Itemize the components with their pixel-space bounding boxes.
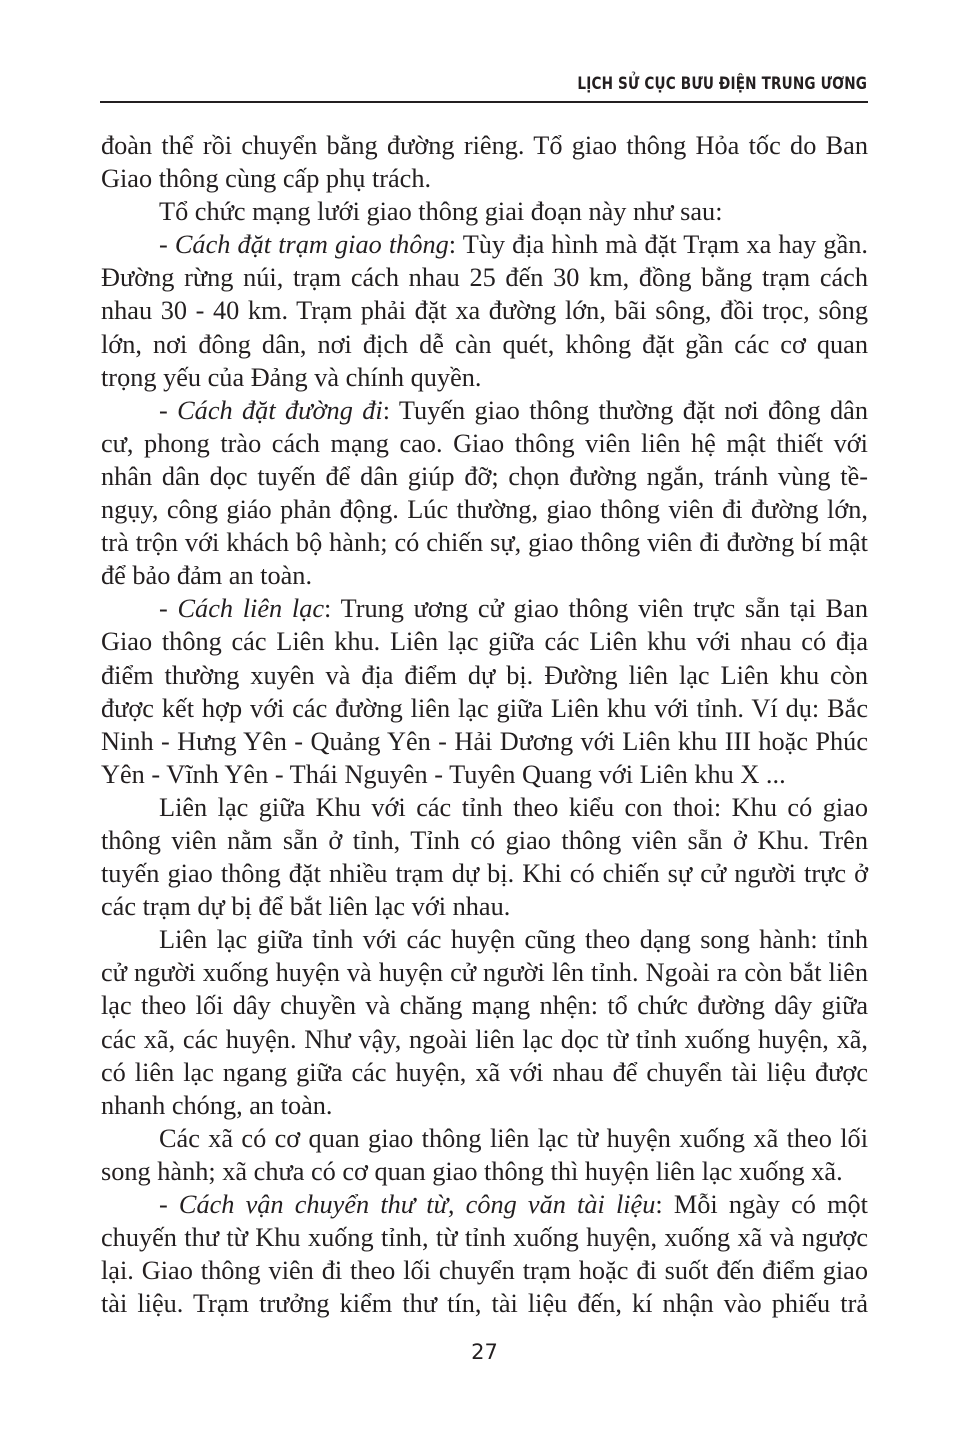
text-line: điểm thường xuyên và địa điểm dự bị. Đường liên lạc Liên khu còn [101,660,868,690]
section-lead: Cách đặt trạm giao thông [174,230,449,260]
text-line: có liên lạc ngang giữa các huyện, xã với nhau để chuyển tài liệu được [101,1057,868,1087]
text-line: các xã, các huyện. Như vậy, ngoài liên lạc dọc từ tỉnh xuống huyện, xã, [101,1024,868,1054]
text-line: cư, phong trào cách mạng cao. Giao thông viên liên hệ mật thiết với [101,428,868,458]
text-line: Giao thông các Liên khu. Liên lạc giữa các Liên khu với nhau có địa [101,627,868,657]
text-run: : Tuyến giao thông thường đặt nơi đông dân [382,395,868,425]
header-title: LỊCH SỬ CỤC BƯU ĐIỆN TRUNG ƯƠNG [577,74,867,94]
section-lead: Cách vận chuyển thư từ, công văn tài liệu [178,1190,656,1219]
text-line: song hành; xã chưa có cơ quan giao thông thì huyện liên lạc xuống xã. [101,1156,843,1186]
text-line: nhanh chóng, an toàn. [101,1090,333,1120]
text-line: đoàn thể rồi chuyển bằng đường riêng. Tổ giao thông Hỏa tốc do Ban [101,131,868,160]
list-dash: - [159,594,178,624]
text-line: nhau 30 - 40 km. Trạm phải đặt xa đường lớn, bãi sông, đồi trọc, sông [101,296,868,326]
text-line: chuyến thư từ Khu xuống tỉnh, từ tỉnh xuống huyện, xuống xã và ngược [101,1223,868,1253]
text-line [101,592,868,625]
text-line [101,1188,868,1221]
list-dash: - [159,395,178,425]
text-line [101,394,868,427]
text-line: Đường rừng núi, trạm cách nhau 25 đến 30 km, đồng bằng trạm cách [101,263,868,293]
text-line: lại. Giao thông viên đi theo lối chuyển trạm hoặc đi suốt đến điểm giao [101,1256,868,1286]
text-line: trà trộn với khách bộ hành; có chiến sự, giao thông viên đi đường bí mật [101,528,868,558]
text-run: : Trung ương cử giao thông viên trực sẵn tại Ban [324,594,868,624]
text-line: trọng yếu của Đảng và chính quyền. [101,362,482,392]
text-line: thông viên nằm sẵn ở tỉnh, Tỉnh có giao thông viên sẵn ở Khu. Trên [101,825,868,855]
text-line: ngụy, công giáo phản động. Lúc thường, giao thông viên đi đường lớn, [101,495,868,525]
list-dash: - [159,230,175,260]
section-lead: Cách đặt đường đi [177,395,383,425]
text-line: Yên - Vĩnh Yên - Thái Nguyên - Tuyên Quang với Liên khu X ... [101,759,786,789]
list-dash: - [159,1190,179,1219]
text-line: nhân dân dọc tuyến để dân giúp đỡ; chọn đường ngắn, tránh vùng tề- [101,461,868,491]
text-line: tài liệu. Trạm trưởng kiểm thư tín, tài liệu đến, kí nhận vào phiếu trả [101,1289,868,1319]
text-line: được kết hợp với các đường liên lạc giữa Liên khu với tỉnh. Ví dụ: Bắc [101,693,868,723]
text-run: : Mỗi ngày có một [655,1190,868,1219]
text-line: để bảo đảm an toàn. [101,561,313,591]
text-line: Liên lạc giữa Khu với các tỉnh theo kiểu con thoi: Khu có giao [159,792,868,822]
text-line: Ninh - Hưng Yên - Quảng Yên - Hải Dương với Liên khu III hoặc Phúc [101,726,868,756]
text-line: lạc theo lối dây chuyền và chăng mạng nhện: tổ chức đường dây giữa [101,991,868,1021]
text-line [101,228,868,261]
text-line: lớn, nơi đông dân, nơi địch dễ càn quét, không đặt gần các cơ quan [101,329,868,359]
text-line: Tổ chức mạng lưới giao thông giai đoạn này như sau: [159,197,723,227]
text-line: các trạm dự bị để bắt liên lạc với nhau. [101,892,511,922]
body-text [101,129,868,1320]
page-number: 27 [471,1340,498,1364]
text-line: Liên lạc giữa tỉnh với các huyện cũng theo dạng song hành: tỉnh [159,925,868,955]
text-line: Các xã có cơ quan giao thông liên lạc từ huyện xuống xã theo lối [159,1123,868,1153]
text-run: : Tùy địa hình mà đặt Trạm xa hay gần. [448,230,868,260]
section-lead: Cách liên lạc [177,594,325,624]
text-line: Giao thông cùng cấp phụ trách. [101,164,432,194]
text-line: tuyến giao thông đặt nhiều trạm dự bị. Khi có chiến sự cử người trực ở [101,859,868,889]
running-header [100,60,868,103]
text-line: cử người xuống huyện và huyện cử người lên tỉnh. Ngoài ra còn bắt liên [101,958,868,988]
